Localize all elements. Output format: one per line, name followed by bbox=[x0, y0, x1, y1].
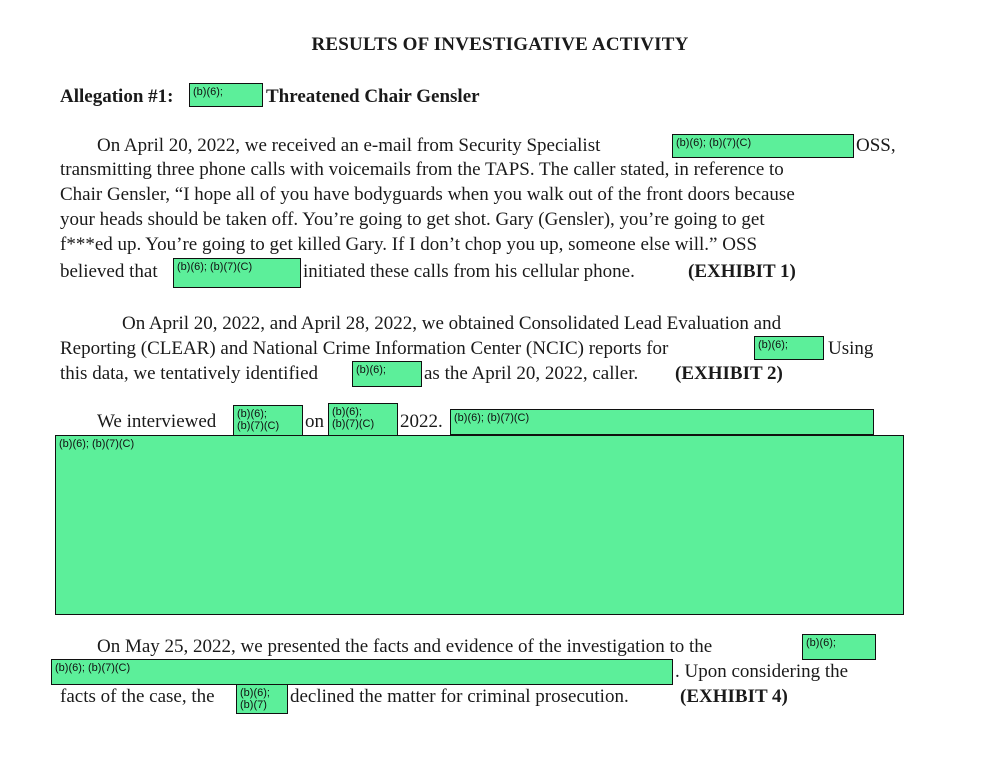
redaction-box: (b)(6); bbox=[754, 336, 824, 360]
allegation-prefix: Allegation #1: bbox=[60, 86, 174, 107]
paragraph1-line1: On April 20, 2022, we received an e-mail from Security Specialist bbox=[97, 135, 601, 156]
paragraph1-line6-end: initiated these calls from his cellular phone. bbox=[303, 261, 635, 282]
paragraph4-line1: On May 25, 2022, we presented the facts and evidence of the investigation to the bbox=[97, 636, 713, 657]
redaction-box: (b)(6); (b)(7) bbox=[236, 684, 288, 714]
paragraph1-line5: f***ed up. You’re going to get killed Gary. If I don’t chop you up, someone else will.” OSS bbox=[60, 234, 758, 255]
redaction-box: (b)(6); bbox=[802, 634, 876, 660]
redaction-box: (b)(6); (b)(7)(C) bbox=[173, 258, 301, 288]
paragraph2-line3-end: as the April 20, 2022, caller. bbox=[424, 363, 639, 384]
paragraph3-on: on bbox=[305, 411, 324, 432]
paragraph1-line6-start: believed that bbox=[60, 261, 158, 282]
exhibit-4-reference: (EXHIBIT 4) bbox=[680, 686, 788, 707]
paragraph1-line1-end: OSS, bbox=[856, 135, 896, 156]
redaction-box: (b)(6); (b)(7)(C) bbox=[450, 409, 874, 435]
paragraph3-year: 2022. bbox=[400, 411, 443, 432]
paragraph4-line3-end: declined the matter for criminal prosecution. bbox=[290, 686, 629, 707]
redaction-box: (b)(6); (b)(7)(C) bbox=[328, 403, 398, 436]
paragraph2-line1: On April 20, 2022, and April 28, 2022, we obtained Consolidated Lead Evaluation and bbox=[122, 313, 782, 334]
paragraph1-line3: Chair Gensler, “I hope all of you have bodyguards when you walk out of the front doors because bbox=[60, 184, 795, 205]
paragraph2-line2: Reporting (CLEAR) and National Crime Information Center (NCIC) reports for bbox=[60, 338, 669, 359]
exhibit-2-reference: (EXHIBIT 2) bbox=[675, 363, 783, 384]
exhibit-1-reference: (EXHIBIT 1) bbox=[688, 261, 796, 282]
document-title: RESULTS OF INVESTIGATIVE ACTIVITY bbox=[311, 34, 689, 55]
redaction-box: (b)(6); (b)(7)(C) bbox=[672, 134, 854, 158]
paragraph1-line2: transmitting three phone calls with voicemails from the TAPS. The caller stated, in reference to bbox=[60, 159, 784, 180]
redaction-box: (b)(6); (b)(7)(C) bbox=[233, 405, 303, 436]
redaction-block: (b)(6); (b)(7)(C) bbox=[55, 435, 904, 615]
redaction-box: (b)(6); bbox=[189, 83, 263, 107]
redaction-box: (b)(6); (b)(7)(C) bbox=[51, 659, 673, 685]
redaction-box: (b)(6); bbox=[352, 361, 422, 387]
paragraph4-line3-start: facts of the case, the bbox=[60, 686, 215, 707]
allegation-subject: Threatened Chair Gensler bbox=[266, 86, 480, 107]
paragraph2-line3: this data, we tentatively identified bbox=[60, 363, 319, 384]
paragraph1-line4: your heads should be taken off. You’re going to get shot. Gary (Gensler), you’re going to get bbox=[60, 209, 765, 230]
paragraph3-start: We interviewed bbox=[97, 411, 217, 432]
paragraph2-line2-end: Using bbox=[828, 338, 874, 359]
paragraph4-line2-end: . Upon considering the bbox=[675, 661, 849, 682]
